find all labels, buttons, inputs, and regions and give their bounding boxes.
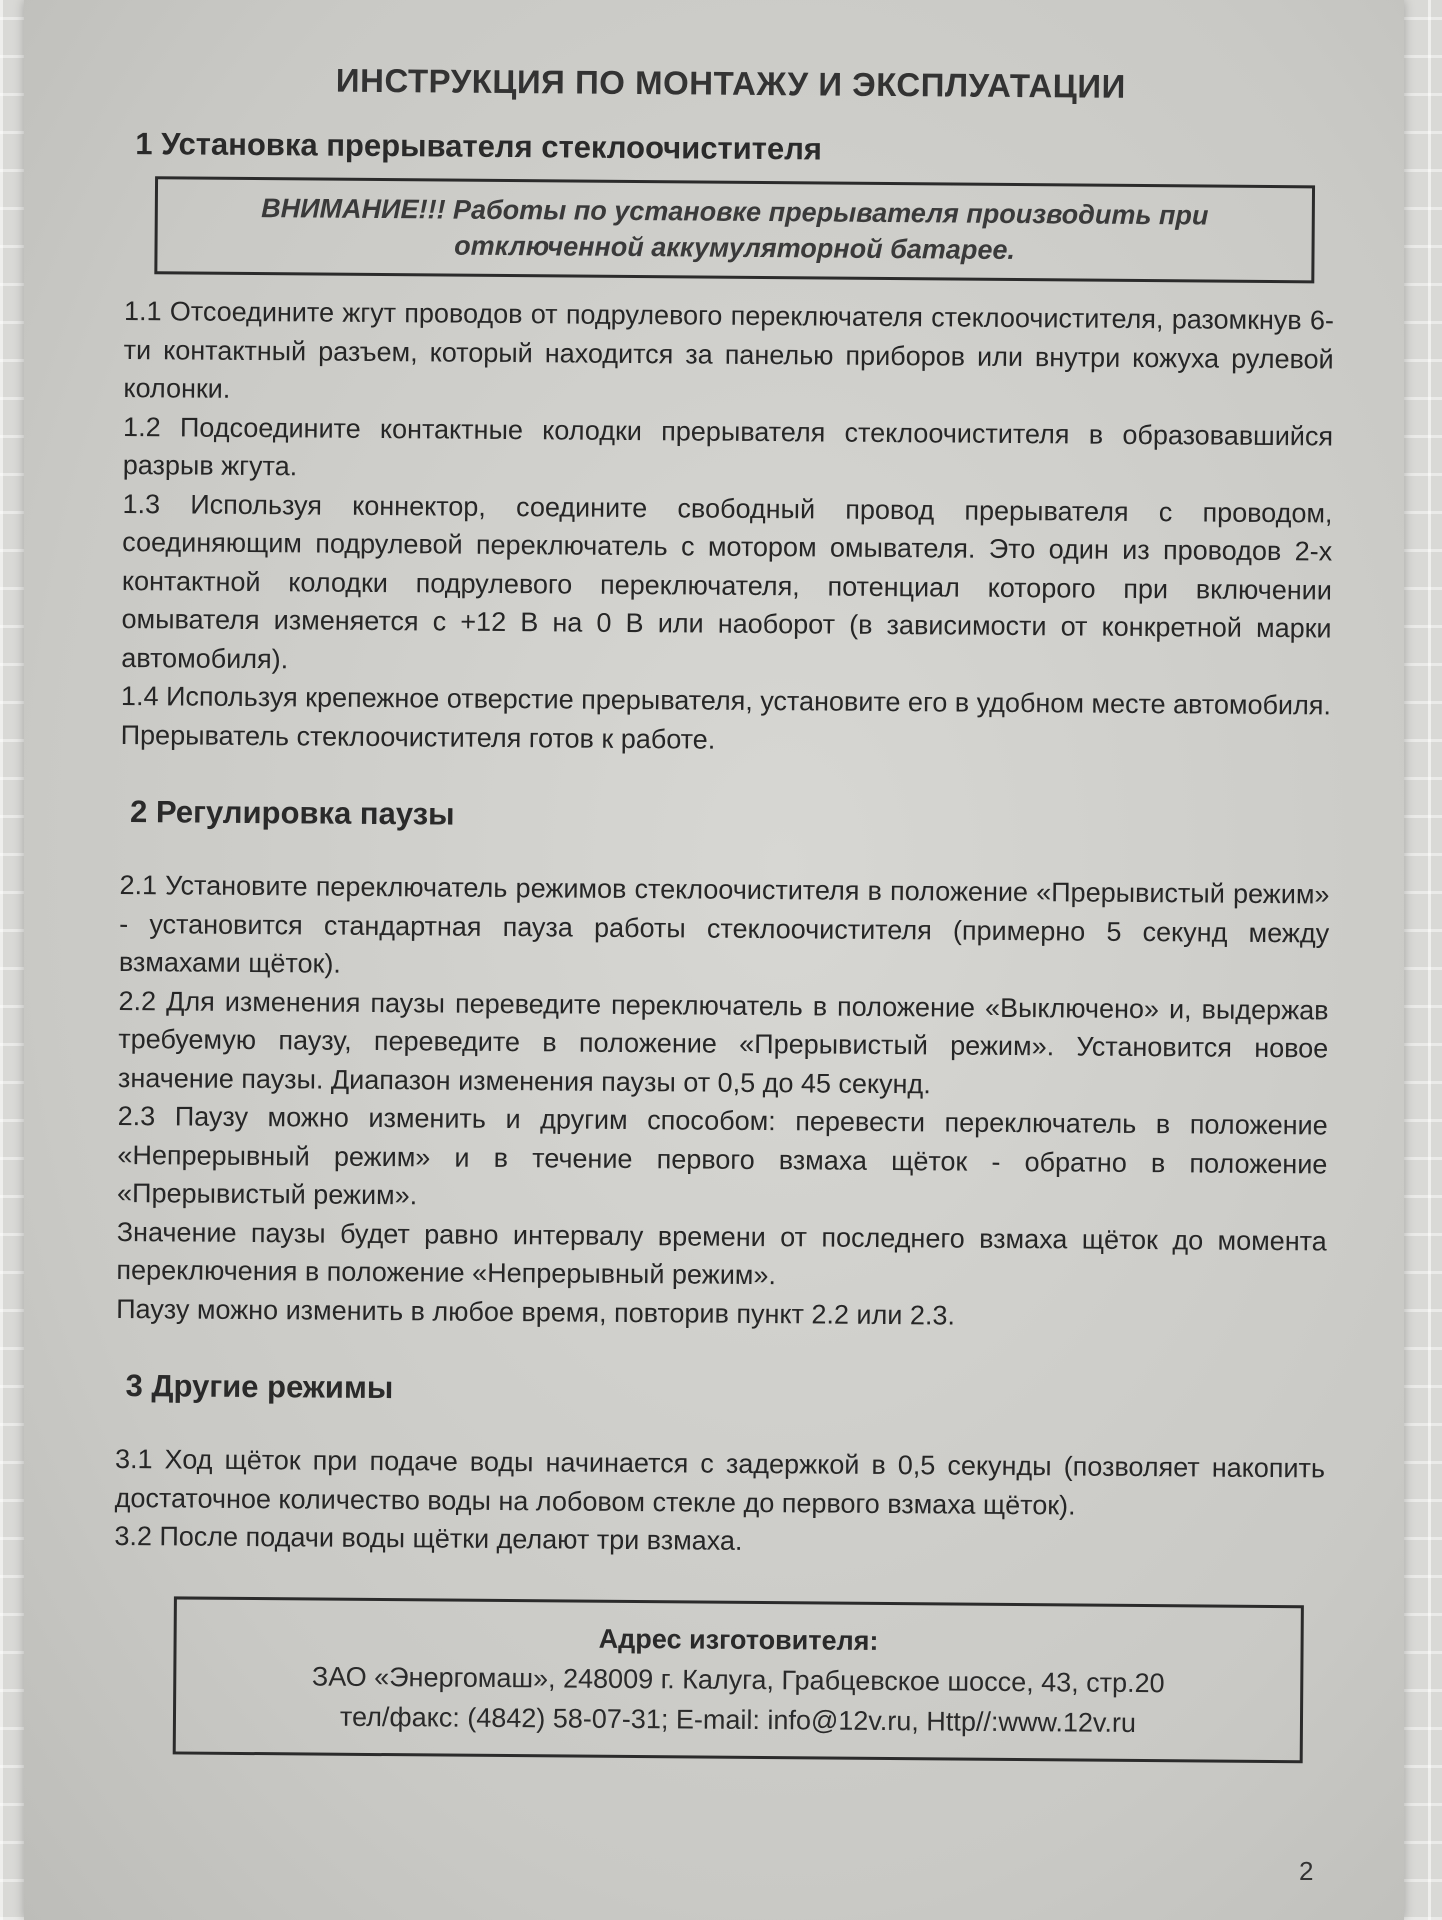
instruction-3-2: 3.2 После подачи воды щётки делают три взмаха. [114,1520,743,1556]
instruction-2-2: 2.2 Для изменения паузы переведите переключатель в положение «Выключено» и, выдержав требуемую паузу, переведите в положение «Прерывистый режим». Установится новое значение паузы. Диапазон изменения паузы от 0,5 до 45 секунд. [117,985,1329,1099]
document-title: ИНСТРУКЦИЯ ПО МОНТАЖУ И ЭКСПЛУАТАЦИИ [335,61,1126,105]
instruction-1-3: 1.3 Используя коннектор, соедините свободный провод прерывателя с проводом, соединяющим подрулевой переключатель с мотором омывателя. Это один из проводов 2-х контактной колодки подрулевого переключателя, потенциал которого при включении омывателя изменяется с +12 В на 0 В или наоборот (в зависимости от конкретной марки автомобиля). [121,488,1333,674]
instruction-2-repeat: Паузу можно изменить в любое время, повторив пункт 2.2 или 2.3. [116,1293,956,1331]
manufacturer-box [173,1596,1304,1763]
document-body [113,60,1336,1763]
section-3-heading: 3 Другие режимы [125,1368,394,1406]
instruction-2-note: Значение паузы будет равно интервалу времени от последнего взмаха щёток до момента переключения в положение «Непрерывный режим». [116,1216,1327,1291]
manufacturer-address: ЗАО «Энергомаш», 248009 г. Калуга, Грабцевское шоссе, 43, стр.20 [311,1661,1165,1698]
manufacturer-contacts: тел/факс: (4842) 58-07-31; E-mail: info@12v.ru, Http//:www.12v.ru [339,1701,1137,1738]
instruction-2-1: 2.1 Установите переключатель режимов стеклоочистителя в положение «Прерывистый режим» - установится стандартная пауза работы стеклоочистителя (примерно 5 секунд между взмахами щёток). [118,869,1330,979]
instruction-1-1: 1.1 Отсоедините жгут проводов от подрулевого переключателя стеклоочистителя, разомкнув 6-ти контактный разъем, который находится за панелью приборов или внутри кожуха рулевой колонки. [123,295,1335,404]
warning-box: ВНИМАНИЕ!!! Работы по установке прерывателя производить при отключенной аккумуляторной батарее. [154,176,1315,283]
instruction-1-2: 1.2 Подсоедините контактные колодки прерывателя стеклоочистителя в образовавшийся разрыв жгута. [122,411,1334,482]
instruction-3-1: 3.1 Ход щёток при подаче воды начинается с задержкой в 0,5 секунды (позволяет накопить достаточное количество воды на лобовом стекле до первого взмаха щёток). [114,1443,1326,1521]
instruction-2-3: 2.3 Паузу можно изменить и другим способом: перевести переключатель в положение «Непрерывный режим» и в течение первого взмаха щёток - обратно в положение «Прерывистый режим». [116,1100,1328,1211]
page-number: 2 [1299,1856,1314,1886]
manufacturer-title: Адрес изготовителя: [598,1623,879,1656]
paper-sheet [24,0,1404,1920]
instruction-1-4: 1.4 Используя крепежное отверстие прерывателя, установите его в удобном месте автомобиля. Прерыватель стеклоочистителя готов к работе. [120,680,1332,755]
section-1-heading: 1 Установка прерывателя стеклоочистителя [135,126,823,167]
section-2-heading: 2 Регулировка паузы [129,794,455,832]
